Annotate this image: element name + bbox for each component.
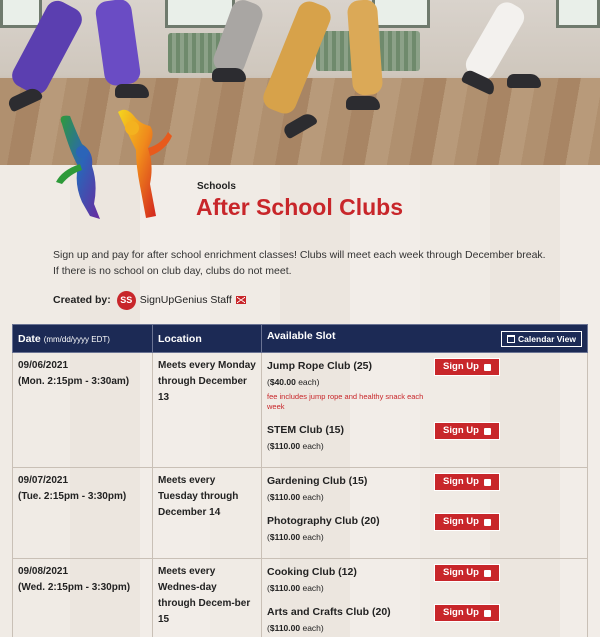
creator-label: Created by: [53, 294, 111, 306]
price-suffix: each) [295, 377, 320, 387]
calendar-view-button[interactable] [501, 331, 582, 347]
avatar: SS [117, 291, 136, 310]
slot-name: Gardening Club (15) [267, 475, 368, 487]
signup-label: Sign Up [443, 607, 479, 618]
slot-date: 09/06/2021 [18, 360, 69, 371]
slot-date: 09/08/2021 [18, 566, 69, 577]
signup-label: Sign Up [443, 567, 479, 578]
slot-time: (Tue. 2:15pm - 3:30pm) [18, 491, 127, 502]
table-header-row [13, 325, 588, 353]
checkbox-icon[interactable] [484, 428, 491, 435]
dancer-shoe [346, 96, 380, 110]
slot-name: Arts and Crafts Club (20) [267, 606, 391, 618]
slot-name: STEM Club (15) [267, 424, 345, 436]
date-header-label: Date [18, 332, 41, 345]
calendar-view-label: Calendar View [518, 334, 576, 344]
slot-price: ($110.00 each) [267, 492, 324, 502]
signup-table [12, 324, 588, 637]
creator-info [53, 290, 246, 310]
slot-price: ($110.00 each) [267, 583, 324, 593]
slot-price: ($110.00 each) [267, 532, 324, 542]
signup-label: Sign Up [443, 361, 479, 372]
slot-price: ($40.00 each) [267, 377, 320, 387]
creator-name: SignUpGenius Staff [139, 294, 232, 306]
table-row [13, 468, 588, 559]
signup-button[interactable] [434, 564, 500, 582]
slot-item [267, 564, 582, 596]
price-suffix: each) [300, 441, 324, 451]
slot-column-header [262, 325, 588, 353]
date-cell [13, 353, 153, 468]
window-decor [372, 0, 430, 28]
dancer-shoe [115, 84, 149, 98]
signup-button[interactable] [434, 513, 500, 531]
slot-time: (Mon. 2:15pm - 3:30am) [18, 376, 130, 387]
price-value: $40.00 [269, 377, 296, 387]
dancer-shoe [212, 68, 246, 82]
price-suffix: each) [300, 532, 324, 542]
slot-price: ($110.00 each) [267, 441, 324, 451]
signup-description: Sign up and pay for after school enrichment classes! Clubs will meet each week through December break. If there is no school on club day, clubs do not meet. [53, 249, 546, 277]
signup-label: Sign Up [443, 516, 479, 527]
window-decor [556, 0, 600, 28]
slots-cell [262, 353, 588, 468]
price-value: $110.00 [269, 532, 301, 542]
slot-date: 09/07/2021 [18, 475, 69, 486]
slot-item [267, 513, 582, 553]
category-label: Schools [197, 181, 236, 192]
dancer-shoe [507, 74, 541, 88]
checkbox-icon[interactable] [484, 610, 491, 617]
date-cell [13, 559, 153, 637]
slot-note: fee includes jump rope and healthy snack each week [267, 392, 424, 411]
slots-cell [262, 559, 588, 637]
date-column-header [13, 325, 153, 353]
signup-button[interactable] [434, 473, 500, 491]
slot-item [267, 422, 582, 462]
price-value: $110.00 [269, 492, 301, 502]
slot-time: (Wed. 2:15pm - 3:30pm) [18, 582, 131, 593]
page-title: After School Clubs [196, 194, 404, 220]
signup-label: Sign Up [443, 425, 479, 436]
signup-button[interactable] [434, 604, 500, 622]
mail-icon[interactable] [236, 296, 246, 304]
slot-price: ($110.00 each) [267, 623, 324, 633]
slot-item [267, 473, 582, 505]
price-suffix: each) [300, 492, 324, 502]
table-row [13, 353, 588, 468]
slot-header-label: Available Slot [267, 330, 336, 342]
signup-button[interactable] [434, 422, 500, 440]
price-value: $110.00 [269, 441, 301, 451]
date-cell [13, 468, 153, 559]
window-decor [165, 0, 235, 28]
price-suffix: each) [300, 623, 324, 633]
location-column-header: Location [153, 325, 262, 353]
location-cell: Meets every Monday through December 13 [153, 353, 262, 468]
date-format-label: (mm/dd/yyyy EDT) [43, 334, 110, 344]
window-decor [0, 0, 42, 28]
slot-item [267, 604, 582, 637]
price-suffix: each) [300, 583, 324, 593]
slot-name: Jump Rope Club (25) [267, 360, 373, 372]
price-value: $110.00 [269, 583, 301, 593]
checkbox-icon[interactable] [484, 570, 491, 577]
slot-name: Photography Club (20) [267, 515, 380, 527]
location-cell: Meets every Tuesday through December 14 [153, 468, 262, 559]
signup-button[interactable] [434, 358, 500, 376]
slots-cell [262, 468, 588, 559]
location-cell: Meets every Wednes-day through Decem-ber 15 [153, 559, 262, 637]
dancer-leg [347, 0, 384, 96]
signup-label: Sign Up [443, 476, 479, 487]
table-row [13, 559, 588, 637]
dancer-logo-icon [52, 104, 177, 229]
checkbox-icon[interactable] [484, 479, 491, 486]
dancer-leg [94, 0, 141, 87]
slot-name: Cooking Club (12) [267, 566, 357, 578]
checkbox-icon[interactable] [484, 519, 491, 526]
slot-item [267, 358, 582, 414]
calendar-icon [507, 335, 515, 343]
price-value: $110.00 [269, 623, 301, 633]
checkbox-icon[interactable] [484, 364, 491, 371]
